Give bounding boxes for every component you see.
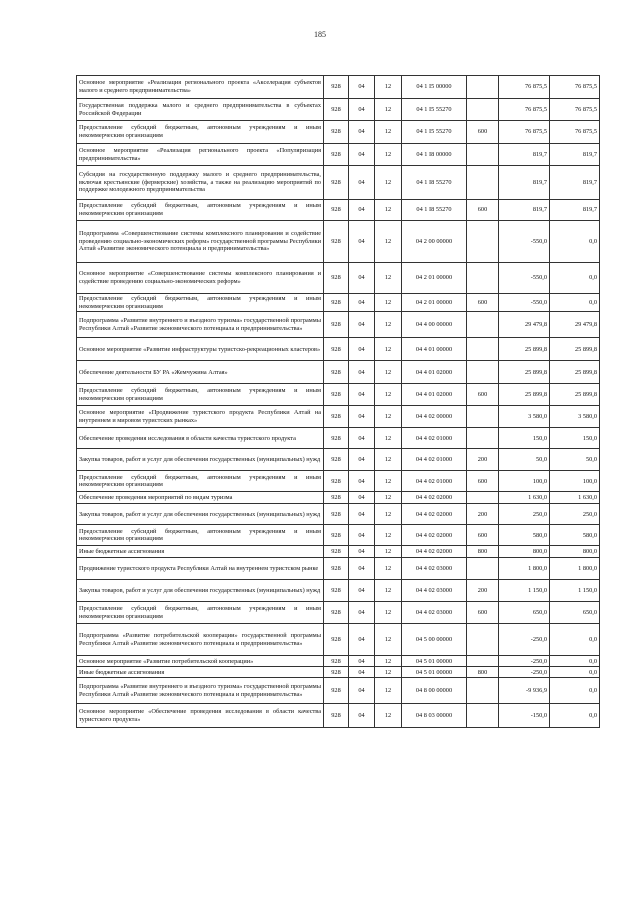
expense-type-code <box>467 492 499 504</box>
amount-year-1: 76 875,5 <box>499 99 550 121</box>
target-article-code: 04 4 02 01000 <box>402 449 467 471</box>
ministry-code: 928 <box>324 678 349 704</box>
section-code: 04 <box>349 200 375 221</box>
budget-item-name: Подпрограмма «Развитие внутреннего и въездного туризма» государственной программы Республики Алтай «Развитие экономического потенциала и предпринимательства» <box>77 678 324 704</box>
budget-item-name: Продвижение туристского продукта Республики Алтай на внутреннем туристском рынке <box>77 558 324 580</box>
section-code: 04 <box>349 667 375 678</box>
section-code: 04 <box>349 656 375 667</box>
subsection-code: 12 <box>375 144 402 166</box>
table-row <box>77 678 600 704</box>
target-article-code: 04 4 02 02000 <box>402 525 467 546</box>
subsection-code: 12 <box>375 406 402 428</box>
amount-year-2: 250,0 <box>550 504 600 525</box>
subsection-code: 12 <box>375 504 402 525</box>
subsection-code: 12 <box>375 525 402 546</box>
target-article-code: 04 2 00 00000 <box>402 221 467 263</box>
ministry-code: 928 <box>324 704 349 728</box>
expense-type-code: 200 <box>467 449 499 471</box>
table-row <box>77 656 600 667</box>
subsection-code: 12 <box>375 667 402 678</box>
amount-year-2: 76 875,5 <box>550 99 600 121</box>
expense-type-code <box>467 704 499 728</box>
ministry-code: 928 <box>324 144 349 166</box>
amount-year-2: 25 899,8 <box>550 338 600 361</box>
amount-year-1: 25 899,8 <box>499 361 550 384</box>
expense-type-code <box>467 312 499 338</box>
amount-year-2: 650,0 <box>550 602 600 624</box>
section-code: 04 <box>349 546 375 558</box>
subsection-code: 12 <box>375 656 402 667</box>
expense-type-code <box>467 678 499 704</box>
subsection-code: 12 <box>375 312 402 338</box>
subsection-code: 12 <box>375 76 402 99</box>
section-code: 04 <box>349 144 375 166</box>
amount-year-1: -250,0 <box>499 667 550 678</box>
target-article-code: 04 4 02 00000 <box>402 406 467 428</box>
ministry-code: 928 <box>324 580 349 602</box>
amount-year-1: 819,7 <box>499 200 550 221</box>
ministry-code: 928 <box>324 221 349 263</box>
budget-item-name: Предоставление субсидий бюджетным, автономным учреждениям и иным некоммерческим организациям <box>77 471 324 492</box>
amount-year-1: 76 875,5 <box>499 76 550 99</box>
amount-year-2: 0,0 <box>550 667 600 678</box>
target-article-code: 04 4 01 02000 <box>402 361 467 384</box>
ministry-code: 928 <box>324 667 349 678</box>
amount-year-1: 3 580,0 <box>499 406 550 428</box>
section-code: 04 <box>349 492 375 504</box>
budget-item-name: Основное мероприятие «Продвижение туристского продукта Республики Алтай на внутреннем и мировом туристских рынках» <box>77 406 324 428</box>
subsection-code: 12 <box>375 704 402 728</box>
section-code: 04 <box>349 99 375 121</box>
target-article-code: 04 1 I8 55270 <box>402 166 467 200</box>
budget-item-name: Обеспечение проведения исследования в области качества туристского продукта <box>77 428 324 449</box>
budget-item-name: Основное мероприятие «Развитие потребительской кооперации» <box>77 656 324 667</box>
subsection-code: 12 <box>375 558 402 580</box>
budget-item-name: Основное мероприятие «Совершенствование системы комплексного планирования и содействие проведению социально-экономических реформ» <box>77 263 324 294</box>
target-article-code: 04 4 01 02000 <box>402 384 467 406</box>
budget-item-name: Предоставление субсидий бюджетным, автономным учреждениям и иным некоммерческим организациям <box>77 294 324 312</box>
table-row <box>77 361 600 384</box>
expense-type-code: 800 <box>467 667 499 678</box>
amount-year-1: 29 479,8 <box>499 312 550 338</box>
amount-year-1: -550,0 <box>499 294 550 312</box>
amount-year-2: 150,0 <box>550 428 600 449</box>
expense-type-code: 600 <box>467 602 499 624</box>
budget-item-name: Субсидия на государственную поддержку малого и среднего предпринимательства, включая крестьянские (фермерские) хозяйства, а также на реализацию мероприятий по поддержке молодежного предпринимательства <box>77 166 324 200</box>
amount-year-2: 0,0 <box>550 704 600 728</box>
section-code: 04 <box>349 471 375 492</box>
amount-year-1: 800,0 <box>499 546 550 558</box>
table-row <box>77 667 600 678</box>
budget-item-name: Подпрограмма «Развитие внутреннего и въездного туризма» государственной программы Республики Алтай «Развитие экономического потенциала и предпринимательства» <box>77 312 324 338</box>
expense-type-code: 600 <box>467 471 499 492</box>
table-row <box>77 525 600 546</box>
expense-type-code <box>467 338 499 361</box>
section-code: 04 <box>349 602 375 624</box>
subsection-code: 12 <box>375 546 402 558</box>
budget-table <box>76 75 600 728</box>
amount-year-2: 0,0 <box>550 294 600 312</box>
expense-type-code: 600 <box>467 294 499 312</box>
amount-year-1: 25 899,8 <box>499 384 550 406</box>
amount-year-1: 100,0 <box>499 471 550 492</box>
ministry-code: 928 <box>324 449 349 471</box>
target-article-code: 04 8 00 00000 <box>402 678 467 704</box>
expense-type-code: 200 <box>467 504 499 525</box>
subsection-code: 12 <box>375 428 402 449</box>
budget-item-name: Закупка товаров, работ и услуг для обеспечения государственных (муниципальных) нужд <box>77 580 324 602</box>
amount-year-1: -550,0 <box>499 263 550 294</box>
amount-year-2: 1 150,0 <box>550 580 600 602</box>
expense-type-code: 800 <box>467 546 499 558</box>
ministry-code: 928 <box>324 546 349 558</box>
subsection-code: 12 <box>375 580 402 602</box>
expense-type-code <box>467 166 499 200</box>
ministry-code: 928 <box>324 294 349 312</box>
table-row <box>77 121 600 144</box>
amount-year-2: 3 580,0 <box>550 406 600 428</box>
expense-type-code <box>467 221 499 263</box>
section-code: 04 <box>349 338 375 361</box>
target-article-code: 04 4 02 03000 <box>402 580 467 602</box>
amount-year-1: 1 630,0 <box>499 492 550 504</box>
subsection-code: 12 <box>375 294 402 312</box>
budget-item-name: Предоставление субсидий бюджетным, автономным учреждениям и иным некоммерческим организациям <box>77 121 324 144</box>
ministry-code: 928 <box>324 121 349 144</box>
subsection-code: 12 <box>375 338 402 361</box>
amount-year-1: 580,0 <box>499 525 550 546</box>
section-code: 04 <box>349 361 375 384</box>
target-article-code: 04 1 I8 55270 <box>402 200 467 221</box>
expense-type-code: 600 <box>467 200 499 221</box>
expense-type-code <box>467 99 499 121</box>
amount-year-1: 650,0 <box>499 602 550 624</box>
table-row <box>77 338 600 361</box>
section-code: 04 <box>349 428 375 449</box>
target-article-code: 04 4 01 00000 <box>402 338 467 361</box>
target-article-code: 04 5 01 00000 <box>402 656 467 667</box>
subsection-code: 12 <box>375 200 402 221</box>
subsection-code: 12 <box>375 602 402 624</box>
expense-type-code: 600 <box>467 525 499 546</box>
amount-year-2: 819,7 <box>550 144 600 166</box>
section-code: 04 <box>349 504 375 525</box>
section-code: 04 <box>349 312 375 338</box>
amount-year-1: 25 899,8 <box>499 338 550 361</box>
subsection-code: 12 <box>375 221 402 263</box>
budget-item-name: Закупка товаров, работ и услуг для обеспечения государственных (муниципальных) нужд <box>77 504 324 525</box>
amount-year-1: 250,0 <box>499 504 550 525</box>
amount-year-2: 819,7 <box>550 166 600 200</box>
ministry-code: 928 <box>324 428 349 449</box>
subsection-code: 12 <box>375 121 402 144</box>
amount-year-1: -9 936,9 <box>499 678 550 704</box>
target-article-code: 04 5 00 00000 <box>402 624 467 656</box>
budget-item-name: Основное мероприятие «Реализация регионального проекта «Популяризация предпринимательства» <box>77 144 324 166</box>
expense-type-code <box>467 144 499 166</box>
table-row <box>77 558 600 580</box>
target-article-code: 04 4 02 03000 <box>402 558 467 580</box>
amount-year-2: 0,0 <box>550 624 600 656</box>
ministry-code: 928 <box>324 200 349 221</box>
subsection-code: 12 <box>375 471 402 492</box>
section-code: 04 <box>349 580 375 602</box>
amount-year-2: 0,0 <box>550 678 600 704</box>
target-article-code: 04 2 01 00000 <box>402 263 467 294</box>
expense-type-code: 600 <box>467 121 499 144</box>
ministry-code: 928 <box>324 406 349 428</box>
table-row <box>77 406 600 428</box>
budget-item-name: Государственная поддержка малого и среднего предпринимательства в субъектах Российской Федерации <box>77 99 324 121</box>
amount-year-1: -250,0 <box>499 624 550 656</box>
table-row <box>77 602 600 624</box>
ministry-code: 928 <box>324 263 349 294</box>
section-code: 04 <box>349 406 375 428</box>
expense-type-code <box>467 428 499 449</box>
section-code: 04 <box>349 121 375 144</box>
amount-year-2: 29 479,8 <box>550 312 600 338</box>
subsection-code: 12 <box>375 263 402 294</box>
budget-item-name: Обеспечение деятельности БУ РА «Жемчужина Алтая» <box>77 361 324 384</box>
section-code: 04 <box>349 384 375 406</box>
amount-year-1: -150,0 <box>499 704 550 728</box>
table-row <box>77 76 600 99</box>
target-article-code: 04 4 02 03000 <box>402 602 467 624</box>
budget-item-name: Основное мероприятие «Обеспечение проведения исследования в области качества туристского продукта» <box>77 704 324 728</box>
expense-type-code <box>467 361 499 384</box>
amount-year-1: -550,0 <box>499 221 550 263</box>
amount-year-1: 76 875,5 <box>499 121 550 144</box>
subsection-code: 12 <box>375 624 402 656</box>
budget-item-name: Основное мероприятие «Реализация регионального проекта «Акселерация субъектов малого и среднего предпринимательства» <box>77 76 324 99</box>
ministry-code: 928 <box>324 384 349 406</box>
amount-year-2: 0,0 <box>550 221 600 263</box>
table-row <box>77 263 600 294</box>
table-row <box>77 546 600 558</box>
table-row <box>77 200 600 221</box>
section-code: 04 <box>349 624 375 656</box>
section-code: 04 <box>349 678 375 704</box>
table-row <box>77 504 600 525</box>
target-article-code: 04 2 01 00000 <box>402 294 467 312</box>
subsection-code: 12 <box>375 166 402 200</box>
target-article-code: 04 4 02 02000 <box>402 546 467 558</box>
ministry-code: 928 <box>324 361 349 384</box>
section-code: 04 <box>349 166 375 200</box>
table-body <box>77 76 600 728</box>
subsection-code: 12 <box>375 361 402 384</box>
expense-type-code <box>467 406 499 428</box>
expense-type-code <box>467 263 499 294</box>
expense-type-code <box>467 558 499 580</box>
section-code: 04 <box>349 449 375 471</box>
section-code: 04 <box>349 76 375 99</box>
expense-type-code <box>467 656 499 667</box>
target-article-code: 04 1 I8 00000 <box>402 144 467 166</box>
amount-year-1: 1 150,0 <box>499 580 550 602</box>
amount-year-2: 819,7 <box>550 200 600 221</box>
table-row <box>77 221 600 263</box>
amount-year-2: 1 630,0 <box>550 492 600 504</box>
ministry-code: 928 <box>324 166 349 200</box>
ministry-code: 928 <box>324 99 349 121</box>
ministry-code: 928 <box>324 525 349 546</box>
amount-year-2: 580,0 <box>550 525 600 546</box>
subsection-code: 12 <box>375 99 402 121</box>
expense-type-code <box>467 76 499 99</box>
table-row <box>77 99 600 121</box>
budget-item-name: Обеспечение проведения мероприятий по видам туризма <box>77 492 324 504</box>
section-code: 04 <box>349 558 375 580</box>
target-article-code: 04 4 02 01000 <box>402 471 467 492</box>
budget-item-name: Иные бюджетные ассигнования <box>77 546 324 558</box>
budget-item-name: Иные бюджетные ассигнования <box>77 667 324 678</box>
expense-type-code <box>467 624 499 656</box>
ministry-code: 928 <box>324 492 349 504</box>
subsection-code: 12 <box>375 678 402 704</box>
amount-year-2: 1 800,0 <box>550 558 600 580</box>
ministry-code: 928 <box>324 558 349 580</box>
ministry-code: 928 <box>324 312 349 338</box>
table-row <box>77 492 600 504</box>
ministry-code: 928 <box>324 602 349 624</box>
table-row <box>77 384 600 406</box>
ministry-code: 928 <box>324 624 349 656</box>
budget-item-name: Предоставление субсидий бюджетным, автономным учреждениям и иным некоммерческим организациям <box>77 200 324 221</box>
section-code: 04 <box>349 263 375 294</box>
target-article-code: 04 4 02 01000 <box>402 428 467 449</box>
amount-year-2: 0,0 <box>550 656 600 667</box>
budget-item-name: Закупка товаров, работ и услуг для обеспечения государственных (муниципальных) нужд <box>77 449 324 471</box>
amount-year-2: 25 899,8 <box>550 384 600 406</box>
amount-year-1: 819,7 <box>499 166 550 200</box>
target-article-code: 04 8 03 00000 <box>402 704 467 728</box>
budget-item-name: Подпрограмма «Совершенствование системы комплексного планирования и содействие проведению социально-экономических реформ» государственной программы Республики Алтай «Развитие экономического потенциала и предпринимательства» <box>77 221 324 263</box>
budget-item-name: Подпрограмма «Развитие потребительской кооперации» государственной программы Республики Алтай «Развитие экономического потенциала и предпринимательства» <box>77 624 324 656</box>
target-article-code: 04 5 01 00000 <box>402 667 467 678</box>
table-row <box>77 580 600 602</box>
expense-type-code: 200 <box>467 580 499 602</box>
section-code: 04 <box>349 525 375 546</box>
target-article-code: 04 4 02 02000 <box>402 504 467 525</box>
target-article-code: 04 1 I5 00000 <box>402 76 467 99</box>
table-row <box>77 449 600 471</box>
amount-year-1: 50,0 <box>499 449 550 471</box>
subsection-code: 12 <box>375 384 402 406</box>
target-article-code: 04 1 I5 55270 <box>402 121 467 144</box>
amount-year-2: 800,0 <box>550 546 600 558</box>
budget-item-name: Предоставление субсидий бюджетным, автономным учреждениям и иным некоммерческим организациям <box>77 602 324 624</box>
budget-item-name: Предоставление субсидий бюджетным, автономным учреждениям и иным некоммерческим организациям <box>77 384 324 406</box>
amount-year-2: 25 899,8 <box>550 361 600 384</box>
amount-year-2: 50,0 <box>550 449 600 471</box>
budget-item-name: Основное мероприятие «Развитие инфраструктуры туристско-рекреационных кластеров» <box>77 338 324 361</box>
table-row <box>77 312 600 338</box>
ministry-code: 928 <box>324 471 349 492</box>
budget-item-name: Предоставление субсидий бюджетным, автономным учреждениям и иным некоммерческим организациям <box>77 525 324 546</box>
ministry-code: 928 <box>324 504 349 525</box>
ministry-code: 928 <box>324 338 349 361</box>
target-article-code: 04 4 02 02000 <box>402 492 467 504</box>
amount-year-1: 819,7 <box>499 144 550 166</box>
table-row <box>77 624 600 656</box>
table-row <box>77 144 600 166</box>
amount-year-2: 76 875,5 <box>550 76 600 99</box>
ministry-code: 928 <box>324 656 349 667</box>
amount-year-1: 150,0 <box>499 428 550 449</box>
table-row <box>77 704 600 728</box>
subsection-code: 12 <box>375 449 402 471</box>
amount-year-1: -250,0 <box>499 656 550 667</box>
amount-year-2: 100,0 <box>550 471 600 492</box>
page-number: 185 <box>314 30 326 39</box>
target-article-code: 04 1 I5 55270 <box>402 99 467 121</box>
table-row <box>77 471 600 492</box>
table-row <box>77 294 600 312</box>
section-code: 04 <box>349 221 375 263</box>
section-code: 04 <box>349 704 375 728</box>
ministry-code: 928 <box>324 76 349 99</box>
subsection-code: 12 <box>375 492 402 504</box>
table-row <box>77 428 600 449</box>
expense-type-code: 600 <box>467 384 499 406</box>
section-code: 04 <box>349 294 375 312</box>
amount-year-1: 1 800,0 <box>499 558 550 580</box>
amount-year-2: 76 875,5 <box>550 121 600 144</box>
amount-year-2: 0,0 <box>550 263 600 294</box>
table-row <box>77 166 600 200</box>
target-article-code: 04 4 00 00000 <box>402 312 467 338</box>
